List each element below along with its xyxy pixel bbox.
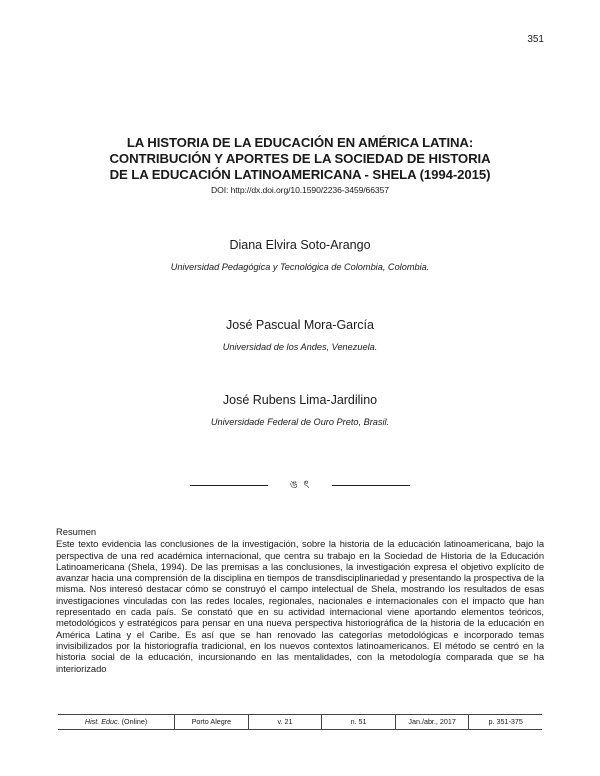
author-affiliation: Universidad de los Andes, Venezuela. — [222, 342, 378, 352]
author-name: José Rubens Lima-Jardilino — [222, 393, 378, 407]
journal-name: Hist. Educ. — [84, 717, 120, 726]
article-title — [60, 135, 540, 195]
doi-link[interactable]: DOI: http://dx.doi.org/10.1590/2236-3459/66357 — [211, 185, 389, 195]
author-name: José Pascual Mora-García — [226, 318, 374, 332]
footer-number: n. 51 — [322, 715, 396, 729]
section-divider — [190, 478, 410, 492]
footer-pages: p. 351-375 — [488, 717, 523, 726]
title-line: DE LA EDUCACIÓN LATINOAMERICANA - SHELA (1994-2015) — [109, 167, 491, 182]
footer-date: Jan./abr., 2017 — [396, 715, 470, 729]
footer-city: Porto Alegre — [175, 715, 249, 729]
abstract-heading: Resumen — [56, 526, 97, 537]
abstract — [56, 526, 544, 674]
ornament-icon: ঙ ৎ — [289, 478, 311, 491]
author-2 — [60, 318, 540, 352]
title-line: CONTRIBUCIÓN Y APORTES DE LA SOCIEDAD DE HISTORIA — [109, 151, 491, 166]
journal-suffix: (Online) — [119, 717, 148, 726]
author-affiliation: Universidade Federal de Ouro Preto, Brasil. — [210, 417, 390, 427]
footer-volume: v. 21 — [249, 715, 323, 729]
author-1 — [60, 238, 540, 272]
journal-footer — [58, 714, 542, 730]
author-affiliation: Universidad Pedagógica y Tecnológica de Colombia, Colombia. — [170, 262, 430, 272]
abstract-body: Este texto evidencia las conclusiones de la investigación, sobre la historia de la educación latinoamericana, bajo la perspectiva de una red académica internacional, que centra su trabajo en la Sociedad de Historia de la Educación Latinoamericana (Shela, 1994). De las premisas a las conclusiones, la investigación expresa el objetivo explícito de avanzar hacia una comprensión de la disciplina en tiempos de transdisciplinariedad y presentando la prospectiva de la misma. Nos interesó destacar cómo se construyó el campo intelectual de Shela, mostrando los resultados de esas investigaciones vinculadas con las redes locales, regionales, nacionales e internacionales con el impacto que han representado en cada país. Se constató que en su actividad internacional viene aportando elementos teóricos, metodológicos y estratégicos para pensar en una nueva perspectiva historiográfica de la historia de la educación en América Latina y el Caribe. Es así que se han renovado las categorías metodológicas e incorporado temas invisibilizados por la historiografía tradicional, en los nuevos contextos latinoamericanos. El método se centró en la historia social de la educación, incursionando en las mentalidades, con la metodología comparada que se ha interiorizado — [56, 538, 544, 674]
title-line: LA HISTORIA DE LA EDUCACIÓN EN AMÉRICA LATINA: — [126, 135, 474, 150]
divider-line-right — [332, 485, 410, 486]
page-number: 351 — [527, 34, 544, 45]
footer-journal — [58, 715, 175, 729]
author-name: Diana Elvira Soto-Arango — [229, 238, 371, 252]
author-3 — [60, 393, 540, 427]
